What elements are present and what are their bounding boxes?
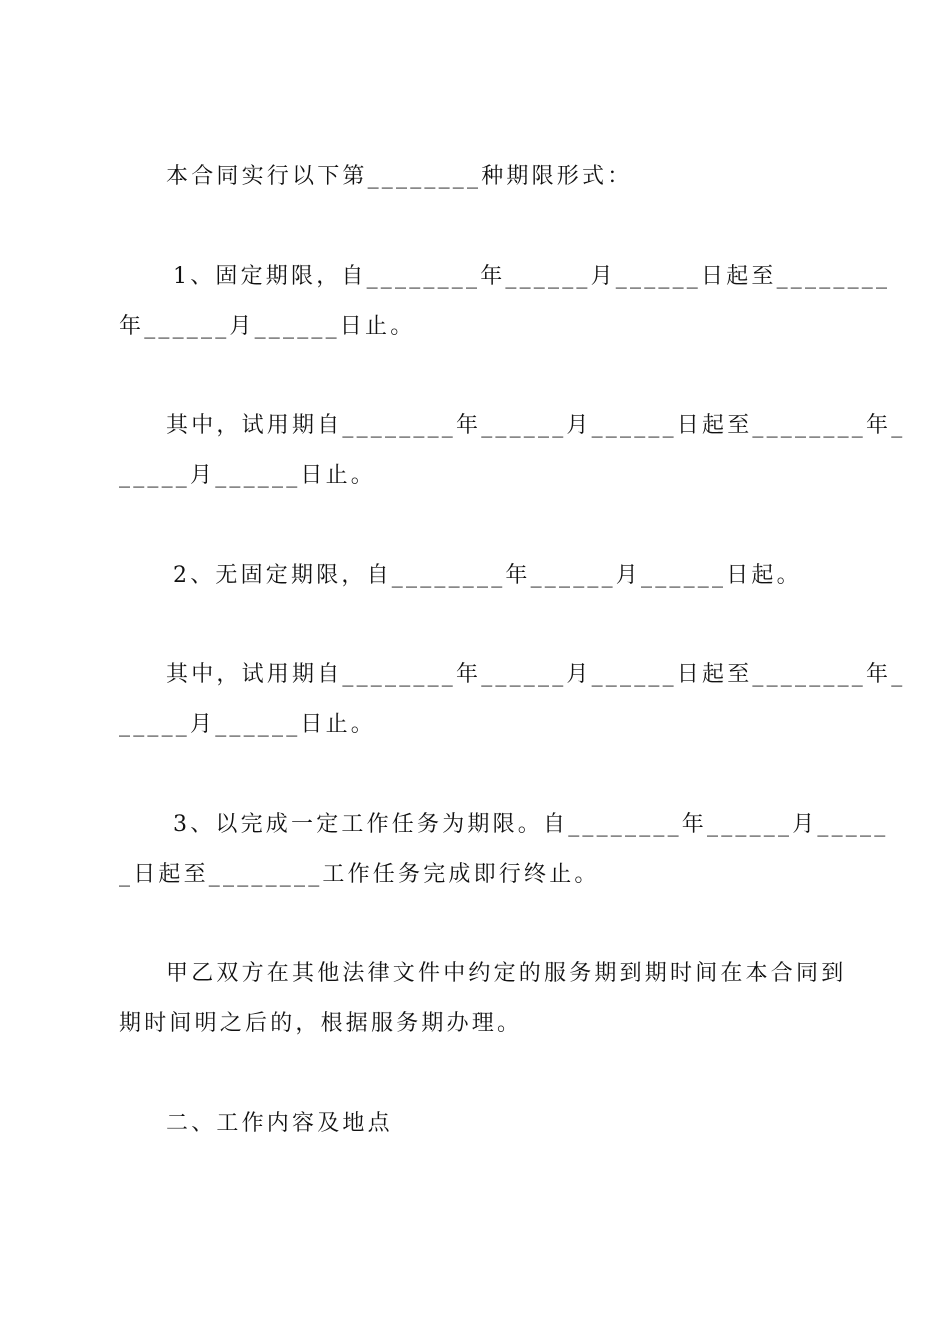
section-heading: 二、工作内容及地点 bbox=[166, 1111, 393, 1136]
probation-line-2a: 其中，试用期自________年______月______日起至________年_ bbox=[166, 662, 906, 687]
fixed-term-line-1: 1、固定期限，自________年______月______日起至________ bbox=[173, 264, 891, 289]
service-period-line-2: 期时间明之后的，根据服务期办理。 bbox=[119, 1011, 523, 1036]
probation-line-1b: _____月______日止。 bbox=[119, 463, 377, 488]
service-period-line-1: 甲乙双方在其他法律文件中约定的服务期到期时间在本合同到 bbox=[166, 961, 847, 986]
task-term-line-1: 3、以完成一定工作任务为期限。自________年______月_____ bbox=[173, 812, 889, 837]
term-form-paragraph: 本合同实行以下第________种期限形式： bbox=[166, 164, 633, 189]
probation-line-1a: 其中，试用期自________年______月______日起至________年_ bbox=[166, 413, 906, 438]
fixed-term-line-2: 年______月______日止。 bbox=[119, 314, 416, 339]
open-term-line: 2、无固定期限，自________年______月______日起。 bbox=[173, 563, 802, 588]
probation-line-2b: _____月______日止。 bbox=[119, 712, 377, 737]
task-term-line-2: _日起至________工作任务完成即行终止。 bbox=[119, 862, 600, 887]
